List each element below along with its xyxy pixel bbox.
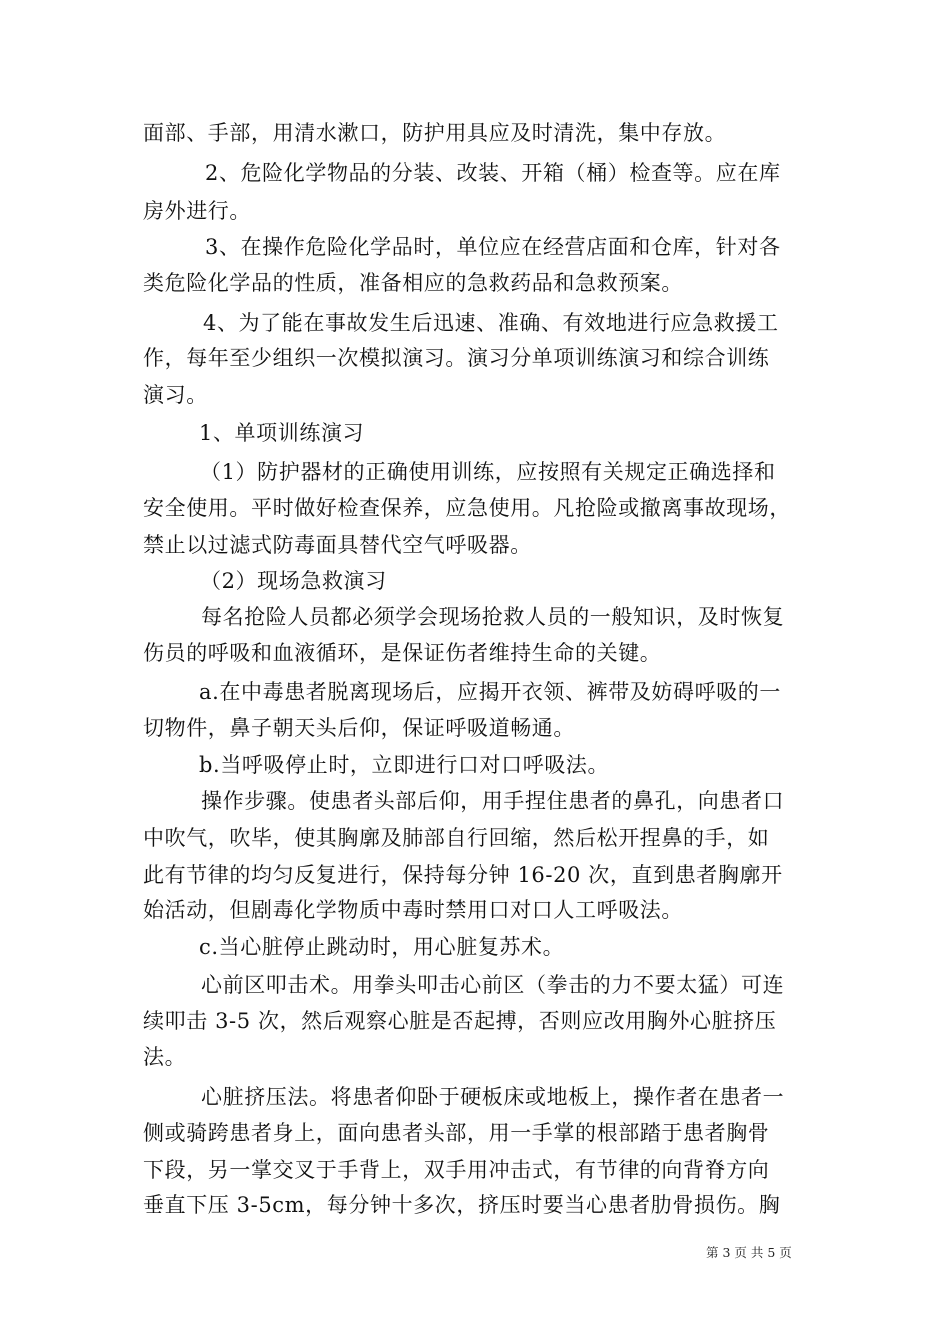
text-line: 心脏挤压法。将患者仰卧于硬板床或地板上，操作者在患者一 <box>201 1085 785 1109</box>
text-line: 禁止以过滤式防毒面具替代空气呼吸器。 <box>143 533 532 557</box>
text-line: 垂直下压 3-5cm，每分钟十多次，挤压时要当心患者肋骨损伤。胸 <box>143 1193 781 1217</box>
text-line: 作，每年至少组织一次模拟演习。演习分单项训练演习和综合训练 <box>143 346 770 370</box>
text-line: 续叩击 3-5 次，然后观察心脏是否起搏，否则应改用胸外心脏挤压 <box>143 1009 777 1033</box>
text-line: 切物件，鼻子朝天头后仰，保证呼吸道畅通。 <box>143 716 575 740</box>
text-line: 安全使用。平时做好检查保养，应急使用。凡抢险或撤离事故现场， <box>143 496 791 520</box>
text-line: 下段，另一掌交叉于手背上，双手用冲击式，有节律的向背脊方向 <box>143 1158 770 1182</box>
text-line: 1、单项训练演习 <box>199 421 365 445</box>
text-line: 2、危险化学物品的分装、改装、开箱（桶）检查等。应在库 <box>205 161 781 185</box>
text-line: 每名抢险人员都必须学会现场抢救人员的一般知识，及时恢复 <box>201 605 785 629</box>
text-line: 伤员的呼吸和血液循环，是保证伤者维持生命的关键。 <box>143 641 662 665</box>
text-line: 面部、手部，用清水漱口，防护用具应及时清洗，集中存放。 <box>143 121 727 145</box>
text-line: 4、为了能在事故发生后迅速、准确、有效地进行应急救援工 <box>203 311 779 335</box>
text-line: （1）防护器材的正确使用训练，应按照有关规定正确选择和 <box>200 460 776 484</box>
text-line: 类危险化学品的性质，准备相应的急救药品和急救预案。 <box>143 271 683 295</box>
text-line: a.在中毒患者脱离现场后，应揭开衣领、裤带及妨碍呼吸的一 <box>199 680 781 704</box>
text-line: 始活动，但剧毒化学物质中毒时禁用口对口人工呼吸法。 <box>143 898 683 922</box>
text-line: 法。 <box>143 1045 187 1069</box>
text-line: 侧或骑跨患者身上，面向患者头部，用一手掌的根部踏于患者胸骨 <box>143 1121 770 1145</box>
text-line: 演习。 <box>143 383 208 407</box>
text-line: 房外进行。 <box>143 199 251 223</box>
text-line: 此有节律的均匀反复进行，保持每分钟 16-20 次，直到患者胸廓开 <box>143 863 783 887</box>
text-line: 操作步骤。使患者头部后仰，用手捏住患者的鼻孔，向患者口 <box>201 789 785 813</box>
text-line: b.当呼吸停止时，立即进行口对口呼吸法。 <box>199 753 610 777</box>
text-line: c.当心脏停止跳动时，用心脏复苏术。 <box>199 935 565 959</box>
text-line: 3、在操作危险化学品时，单位应在经营店面和仓库，针对各 <box>205 235 781 259</box>
text-line: 心前区叩击术。用拳头叩击心前区（拳击的力不要太猛）可连 <box>201 973 785 997</box>
page-number: 第 3 页 共 5 页 <box>706 1245 792 1260</box>
text-line: 中吹气，吹毕，使其胸廓及肺部自行回缩，然后松开捏鼻的手，如 <box>143 826 770 850</box>
text-line: （2）现场急救演习 <box>200 569 387 593</box>
